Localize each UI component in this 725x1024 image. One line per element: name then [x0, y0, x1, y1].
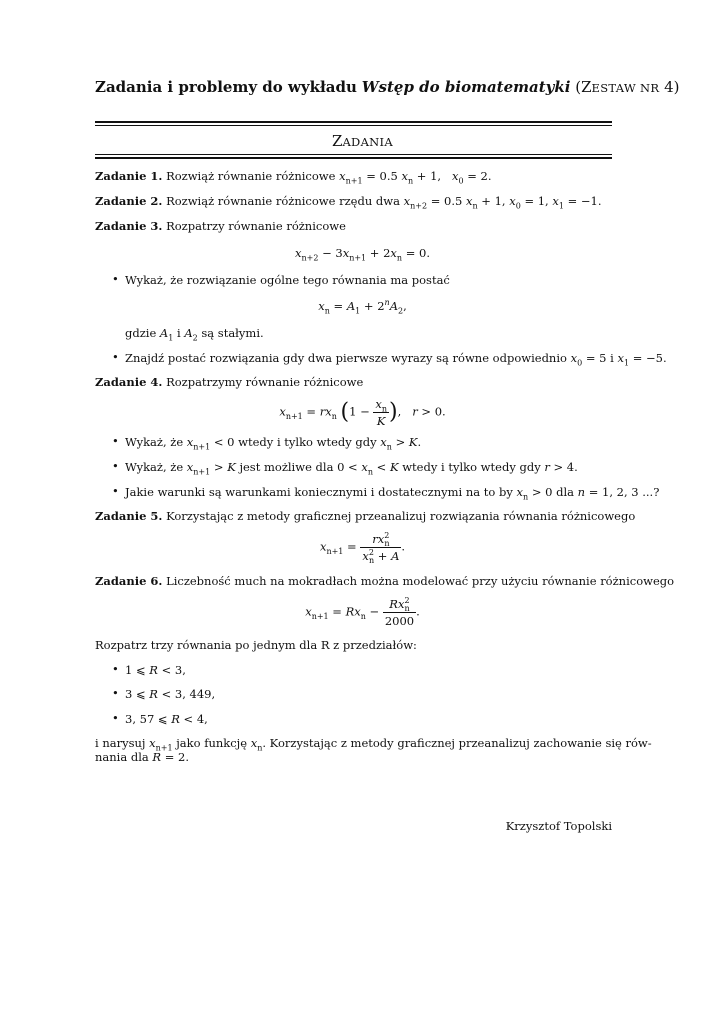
task-3-equation: $x_{n+2} - 3x_{n+1} + 2x_n = 0$. — [294, 246, 430, 263]
task-5-text: Korzystając z metody graficznej przeanalizuj rozwiązania równania różnicowego — [166, 509, 636, 523]
task-1-text: Rozwiąż równanie różnicowe — [166, 169, 336, 183]
task-6 — [95, 574, 674, 588]
task-6-text: Liczebność much na mokradłach można modelować przy użyciu równanie różnicowego — [166, 574, 675, 588]
bullet: • — [112, 272, 119, 286]
range-2: 3 ⩽ R < 3, 449, — [125, 687, 216, 701]
bullet: • — [112, 434, 119, 448]
task-1-label: Zadanie 1. — [95, 169, 163, 183]
bullet: • — [112, 686, 119, 700]
bullet: • — [112, 484, 119, 498]
task-4-bullet-3: Jakie warunki są warunkami koniecznymi i dostatecznymi na to by $x_n > 0$ dla n = 1, 2, 3 ...? — [125, 485, 660, 502]
task-6-equation: $x_{n+1} = Rx_n$ − $\frac{Rx^2_n}{2000}$ . — [305, 596, 420, 628]
top-rule-1 — [95, 121, 612, 123]
task-2-text: Rozwiąż równanie różnicowe rzędu dwa — [166, 194, 400, 208]
author-name: Krzysztof Topolski — [505, 819, 612, 833]
bullet: • — [112, 459, 119, 473]
task-4 — [95, 375, 363, 389]
task-6-instructions-line-2: nania dla R = 2. — [95, 750, 190, 764]
task-6-label: Zadanie 6. — [95, 574, 163, 588]
task-5-equation: $x_{n+1}$ = $\frac{rx^2_n}{x^2_n + A}$ . — [319, 531, 406, 566]
range-1: 1 ⩽ R < 3, — [125, 663, 186, 677]
task-6-instructions-line-1: i narysuj $x_{n+1}$ jako funkcję $x_n$. Korzystając z metody graficznej przeanalizuj zachowanie się rów- — [95, 736, 652, 753]
task-3-text: Rozpatrzy równanie różnicowe — [166, 219, 346, 233]
document-title — [95, 78, 679, 96]
bottom-rule-1 — [95, 154, 612, 155]
task-6-intro: Rozpatrz trzy równania po jednym dla R z przedziałów: — [95, 638, 417, 652]
task-4-equation: $x_{n+1} = rx_n$ (1 − $\frac{x_n}{K}$ ), r > 0. — [279, 397, 446, 428]
task-5 — [95, 509, 635, 523]
bullet: • — [112, 662, 119, 676]
task-3-constants: gdzie $A_1$ i $A_2$ są stałymi. — [125, 326, 264, 343]
task-4-bullet-2: Wykaż, że $x_{n+1} > K$ jest możliwe dla $0 < x_n < K$ wtedy i tylko wtedy gdy r > 4. — [125, 460, 578, 477]
task-5-label: Zadanie 5. — [95, 509, 163, 523]
bullet: • — [112, 350, 119, 364]
bottom-rule-2 — [95, 157, 612, 159]
task-4-bullet-1: Wykaż, że $x_{n+1} < 0$ wtedy i tylko wtedy gdy $x_n > K$. — [125, 435, 422, 452]
task-3-bullet-1: Wykaż, że rozwiązanie ogólne tego równania ma postać — [125, 273, 450, 287]
section-heading: ZADANIA — [332, 132, 393, 150]
task-3-general-solution: $x_n = A_1 + 2^nA_2$, — [318, 298, 407, 316]
title-course: Wstęp do biomatematyki — [361, 78, 571, 96]
task-2 — [95, 194, 602, 211]
bullet: • — [112, 711, 119, 725]
task-1 — [95, 169, 492, 186]
title-set: (ZESTAW NR 4) — [575, 78, 680, 96]
title-prefix: Zadania i problemy do wykładu — [95, 78, 357, 96]
task-4-text: Rozpatrzymy równanie różnicowe — [166, 375, 364, 389]
top-rule-2 — [95, 125, 612, 126]
task-3-bullet-2: Znajdź postać rozwiązania gdy dwa pierwsze wyrazy są równe odpowiednio $x_0 = 5$ i $x_1 = -5$. — [125, 351, 667, 368]
task-3 — [95, 219, 346, 233]
range-3: 3, 57 ⩽ R < 4, — [125, 712, 208, 726]
task-1-equation: $x_{n+1} = 0.5$ $x_n + 1$, $x_0 = 2$. — [339, 169, 492, 186]
task-2-equation: $x_{n+2} = 0.5$ $x_n + 1$, $x_0 = 1$, $x_1 = -1$. — [403, 194, 602, 211]
task-4-label: Zadanie 4. — [95, 375, 163, 389]
task-3-label: Zadanie 3. — [95, 219, 163, 233]
task-2-label: Zadanie 2. — [95, 194, 163, 208]
